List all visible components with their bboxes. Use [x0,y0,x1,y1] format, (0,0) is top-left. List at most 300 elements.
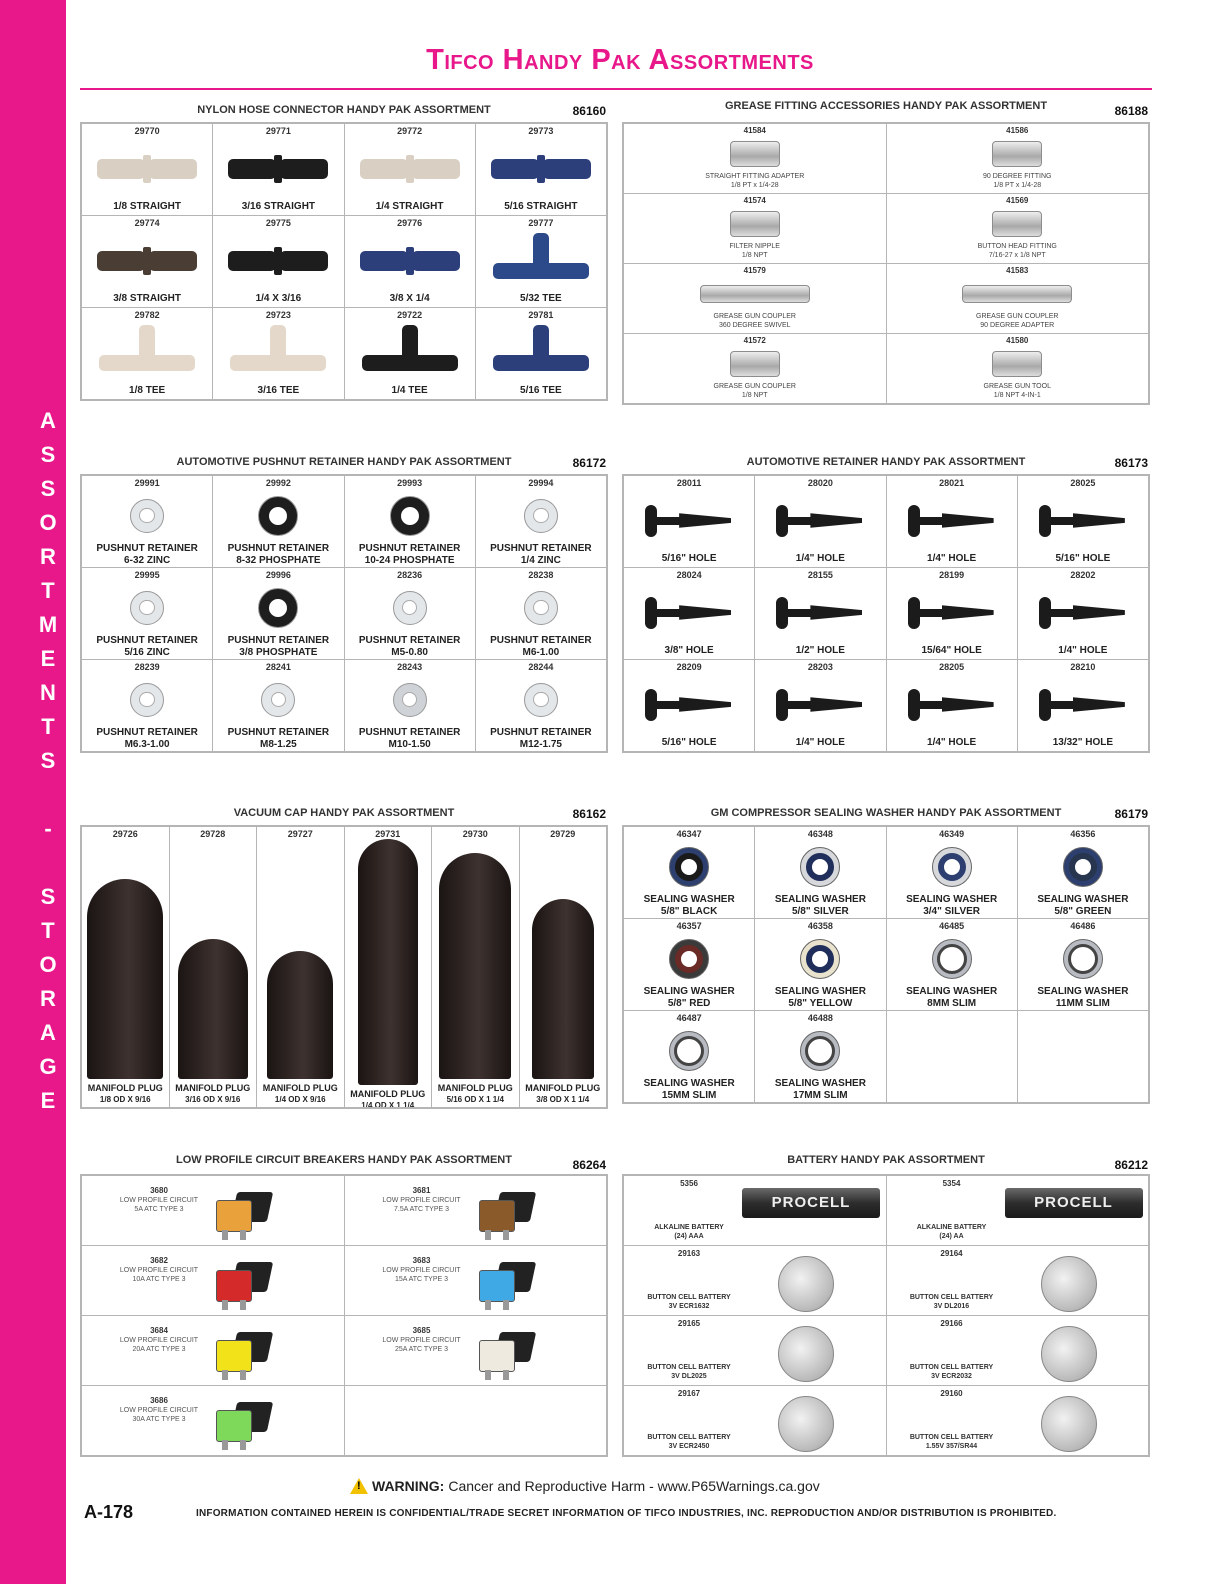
item-description: FILTER NIPPLE [729,243,780,250]
item-description [96,727,197,751]
sealing-washer-icon [800,939,840,979]
legal-notice: INFORMATION CONTAINED HEREIN IS CONFIDENTIAL/TRADE SECRET INFORMATION OF TIFCO INDUSTRIES, INC. REPRODUCTION AND/OR DISTRIBUTION IS PROHIBITED. [196,1508,1057,1519]
item-name: BUTTON CELL BATTERY [909,1364,994,1371]
sealing-washer-image [1018,931,1148,986]
straight-connector-icon [97,155,197,183]
sidebar-letter: O [39,952,57,977]
item-description: 5/16" HOLE [1055,553,1111,564]
item-description: 1/4" HOLE [927,737,977,748]
item-size: (24) AA [939,1233,964,1240]
part-number: 41583 [1006,266,1029,275]
item-size: 17MM SLIM [793,1090,848,1101]
tee-connector-icon [493,325,589,381]
sidebar-letter: N [40,680,56,705]
hose-connector-image [345,228,475,293]
sidebar-letter: O [39,510,57,535]
battery-grid [622,1174,1150,1457]
part-number: 41586 [1006,126,1029,135]
vacuum-cap-image [170,839,257,1083]
sealing-washer-cell [624,919,754,1010]
section-title: LOW PROFILE CIRCUIT BREAKERS HANDY PAK ASSORTMENT [176,1154,512,1166]
tee-connector-icon [493,233,589,289]
item-description: STRAIGHT FITTING ADAPTER [705,173,805,180]
item-size: 3/16 OD X 9/16 [185,1095,241,1104]
item-description [367,1336,477,1354]
retainer-cell [755,568,885,659]
part-number: 46349 [939,829,965,839]
item-name: SEALING WASHER [774,1078,866,1089]
item-size: 5/16 OD X 1 1/4 [446,1095,504,1104]
part-number: 29723 [265,310,291,320]
item-size: M6-1.00 [522,647,560,658]
grease-fitting-icon [992,141,1042,167]
pushnut-image [476,580,606,635]
pushnut-icon [390,496,430,536]
item-name: BUTTON CELL BATTERY [909,1294,994,1301]
grease-fitting-cell [624,194,886,263]
item-description: GREASE GUN COUPLER [976,313,1059,320]
grease-fitting-cell [624,264,886,333]
pushnut-image [213,672,343,727]
vacuum-cap-icon [439,853,511,1079]
pushnut-icon [524,591,558,625]
part-number: 28210 [1070,662,1096,672]
sidebar-letter: T [41,714,55,739]
item-name: BUTTON CELL BATTERY [647,1434,731,1441]
sealing-washer-icon [669,847,709,887]
circuit-breaker-cell [82,1246,344,1315]
item-description [359,635,460,659]
item-description [104,1196,214,1214]
battery-cell [624,1176,886,1245]
part-number: 3684 [150,1326,168,1335]
item-description: 1/2" HOLE [795,645,845,656]
item-size: 360 DEGREE SWIVEL [718,322,791,329]
section-title: AUTOMOTIVE RETAINER HANDY PAK ASSORTMENT [746,456,1026,468]
item-name: PUSHNUT RETAINER [227,635,330,646]
vacuum-cap-image [345,839,432,1089]
pushnut-cell [82,476,212,567]
item-description [96,635,197,659]
item-name: LOW PROFILE CIRCUIT [119,1407,199,1414]
battery-cell [624,1386,886,1455]
retainer-clip-icon [770,593,870,633]
hose-connector-image [476,136,606,201]
item-size: 1/4 OD X 9/16 [274,1095,326,1104]
item-size: 1.55V 357/SR44 [925,1443,978,1450]
item-name: SEALING WASHER [774,986,866,997]
item-size: 1/8 NPT [741,392,768,399]
item-name: MANIFOLD PLUG [350,1089,426,1099]
vacuum-cap-cell [82,827,169,1107]
grease-fitting-image [624,135,886,172]
battery-cell [887,1176,1149,1245]
item-name: PUSHNUT RETAINER [227,727,330,738]
tee-connector-icon [362,325,458,381]
item-description: 5/16" HOLE [661,553,717,564]
sidebar-letter: - [44,816,52,841]
pushnut-image [345,672,475,727]
item-size: 3V ECR2450 [668,1443,710,1450]
pushnut-icon [524,499,558,533]
retainer-cell [624,568,754,659]
retainer-image [887,580,1017,645]
pushnut-icon [130,591,164,625]
sealing-washer-cell [1018,827,1148,918]
item-description [906,894,997,918]
item-description: 1/4" HOLE [795,737,845,748]
circuit-breaker-icon [475,1330,545,1380]
part-number: 29730 [462,829,488,839]
hose-connector-image [345,136,475,201]
section-retainer [622,452,1150,753]
grease-grid [622,122,1150,405]
item-description: GREASE GUN COUPLER [713,313,796,320]
pushnut-image [82,580,212,635]
item-description: GREASE GUN COUPLER [713,383,796,390]
sidebar-letter: S [40,884,56,909]
item-description [644,894,735,918]
item-name: LOW PROFILE CIRCUIT [119,1337,199,1344]
part-number: 29163 [677,1249,701,1258]
grease-fitting-image [887,135,1149,172]
retainer-image [887,672,1017,737]
part-number: 28020 [807,478,833,488]
part-number: 29996 [265,570,291,580]
item-description [228,543,329,567]
part-number: 28205 [939,662,965,672]
part-number: 29993 [397,478,423,488]
grease-fitting-image [624,205,886,242]
item-name: PUSHNUT RETAINER [96,635,198,646]
item-description: 3/8 STRAIGHT [113,293,182,304]
part-number: 46348 [807,829,833,839]
pushnut-icon [258,588,298,628]
sidebar-letter: S [40,442,56,467]
retainer-clip-icon [770,501,870,541]
part-number: 29991 [134,478,160,488]
part-number: 41569 [1006,196,1029,205]
item-description [525,1083,600,1105]
sealing-washer-cell [755,1011,885,1102]
item-name: PUSHNUT RETAINER [358,543,461,554]
sealing-washer-image [887,839,1017,894]
section-battery [622,1150,1150,1457]
button-cell-icon [1041,1256,1097,1312]
warning-line [350,1478,820,1494]
sidebar-letter: G [39,1054,57,1079]
item-description: 5/32 TEE [520,293,562,304]
hose-connector-image [476,228,606,293]
item-name: SEALING WASHER [643,1078,735,1089]
vacuum-cap-cell [170,827,257,1107]
item-description [897,1363,1007,1381]
item-size: 1/4 ZINC [520,555,561,566]
part-number: 46347 [676,829,702,839]
item-name: PUSHNUT RETAINER [490,543,592,554]
warning-text: Cancer and Reproductive Harm - www.P65Warnings.ca.gov [448,1478,820,1494]
sealing-washer-cell [1018,919,1148,1010]
item-description [263,1083,338,1105]
tee-connector-icon [99,325,195,381]
part-number: 29726 [112,829,138,839]
item-name: LOW PROFILE CIRCUIT [119,1267,199,1274]
sealing-washer-cell [887,827,1017,918]
item-description [104,1336,214,1354]
item-description [104,1266,214,1284]
item-size: M5-0.80 [391,647,428,658]
item-description [634,1363,744,1381]
pushnut-image [345,580,475,635]
item-name: BUTTON CELL BATTERY [647,1364,731,1371]
item-size: 10-24 PHOSPHATE [364,555,455,566]
sidebar-letter: E [40,1088,56,1113]
straight-connector-icon [491,155,591,183]
button-cell-icon [1041,1326,1097,1382]
retainer-grid [622,474,1150,753]
part-number: 28024 [676,570,702,580]
item-size: 10A ATC TYPE 3 [132,1276,186,1283]
item-name: LOW PROFILE CIRCUIT [382,1337,461,1344]
retainer-image [1018,672,1148,737]
item-name: MANIFOLD PLUG [87,1083,163,1093]
circuit-breaker-cell [82,1176,344,1245]
hose-connector-cell [213,308,343,399]
section-pushnut [80,452,608,753]
item-description: 3/8" HOLE [664,645,714,656]
item-size: 3V DL2025 [671,1373,707,1380]
item-description: 15/64" HOLE [921,645,982,656]
sidebar [0,0,66,1584]
sealing-washer-icon [932,847,972,887]
sealing-washer-cell [624,827,754,918]
retainer-image [1018,580,1148,645]
vacuum-cap-icon [267,951,333,1079]
pushnut-cell [476,568,606,659]
section-number: 86173 [1114,456,1148,470]
part-number: 29772 [397,126,423,136]
item-description: 5/16" HOLE [661,737,717,748]
hose-connector-image [82,228,212,293]
part-number: 29995 [134,570,160,580]
part-number: 28238 [528,570,554,580]
retainer-cell [887,476,1017,567]
part-number: 29729 [550,829,576,839]
pushnut-image [345,488,475,543]
nylon-grid [80,122,608,401]
item-name: BUTTON CELL BATTERY [647,1294,731,1301]
pushnut-cell [213,476,343,567]
item-size: 1/8 NPT 4-IN-1 [993,392,1041,399]
empty-cell [345,1386,607,1455]
warning-icon [350,1478,368,1494]
retainer-cell [624,476,754,567]
item-name: MANIFOLD PLUG [175,1083,251,1093]
sealing-washer-icon [800,847,840,887]
item-name: PUSHNUT RETAINER [227,543,330,554]
item-description: 1/4" HOLE [1058,645,1108,656]
sealing-washer-cell [887,919,1017,1010]
vacuum-cap-icon [178,939,248,1079]
hose-connector-image [82,136,212,201]
item-name: PUSHNUT RETAINER [490,727,592,738]
item-size: 7.5A ATC TYPE 3 [394,1206,449,1213]
part-number: 29777 [528,218,554,228]
part-number: 29160 [940,1389,963,1398]
pushnut-icon [130,499,164,533]
pushnut-icon [393,591,427,625]
retainer-image [1018,488,1148,553]
item-name: MANIFOLD PLUG [262,1083,338,1093]
part-number: 29776 [397,218,423,228]
part-number: 3680 [150,1186,168,1195]
section-nylon [80,100,608,401]
hose-connector-cell [213,124,343,215]
item-size: 1/4 OD X 1 1/4 [361,1101,415,1107]
retainer-clip-icon [639,501,739,541]
part-number: 3685 [412,1326,431,1335]
part-number: 29731 [375,829,401,839]
grease-fitting-cell [624,334,886,403]
button-cell-icon [778,1396,834,1452]
item-size: 5/8" GREEN [1054,906,1112,917]
item-size: 1/8 NPT [741,252,768,259]
item-description [490,727,591,751]
sidebar-letter: E [40,646,56,671]
grease-fitting-icon [962,285,1072,303]
retainer-image [887,488,1017,553]
item-name: MANIFOLD PLUG [437,1083,513,1093]
sealing-washer-icon [669,939,709,979]
retainer-cell [624,660,754,751]
battery-cell [624,1316,886,1385]
sidebar-letter [45,846,51,880]
retainer-image [624,488,754,553]
item-description: 3/16 STRAIGHT [241,201,316,212]
vacuum-cap-cell [432,827,519,1107]
part-number: 5356 [680,1179,698,1188]
part-number: 29775 [265,218,291,228]
item-description [634,1223,744,1241]
item-size: 3V ECR1632 [668,1303,710,1310]
item-size: 1/8 PT x 1/4-28 [730,182,779,189]
section-title: GM COMPRESSOR SEALING WASHER HANDY PAK ASSORTMENT [710,807,1062,819]
item-description [367,1266,477,1284]
item-size: 15A ATC TYPE 3 [394,1276,449,1283]
item-description: 1/4 STRAIGHT [375,201,444,212]
sidebar-letter: A [40,1020,56,1045]
breaker-grid [80,1174,608,1457]
item-name: SEALING WASHER [906,986,998,997]
circuit-breaker-icon [212,1330,282,1380]
circuit-breaker-icon [212,1190,282,1240]
grease-fitting-cell [887,334,1149,403]
item-description: GREASE GUN TOOL [983,383,1051,390]
part-number: 29722 [397,310,423,320]
item-name: PUSHNUT RETAINER [490,635,592,646]
item-description [775,1078,866,1102]
pushnut-cell [213,660,343,751]
straight-connector-icon [360,247,460,275]
sealing-washer-image [887,931,1017,986]
item-description [96,543,197,567]
part-number: 28199 [939,570,965,580]
part-number: 41572 [743,336,766,345]
vacuum-grid [80,825,608,1109]
pushnut-cell [345,568,475,659]
battery-cell [887,1246,1149,1315]
warning-label: WARNING: [372,1478,445,1494]
section-grease [622,96,1150,405]
sealing-washer-icon [932,939,972,979]
retainer-cell [1018,568,1148,659]
item-description [897,1433,1007,1451]
item-size: 5/8" BLACK [660,906,718,917]
circuit-breaker-cell [345,1316,607,1385]
grease-fitting-cell [887,124,1149,193]
item-description: 3/16 TEE [257,385,300,396]
part-number: 29728 [200,829,226,839]
part-number: 3686 [150,1396,168,1405]
item-size: 11MM SLIM [1055,998,1110,1009]
part-number: 28025 [1070,478,1096,488]
grease-fitting-image [887,275,1149,312]
vacuum-cap-cell [257,827,344,1107]
pushnut-grid [80,474,608,753]
straight-connector-icon [360,155,460,183]
vacuum-cap-icon [532,899,594,1079]
item-description [175,1083,250,1105]
empty-cell [1018,1011,1148,1102]
item-description [359,727,460,751]
retainer-cell [755,660,885,751]
retainer-cell [1018,476,1148,567]
circuit-breaker-icon [475,1190,545,1240]
vacuum-cap-icon [87,879,163,1079]
item-description: 1/8 TEE [129,385,166,396]
part-number: 28239 [134,662,160,672]
hose-connector-cell [476,308,606,399]
item-size: 20A ATC TYPE 3 [132,1346,186,1353]
sealing-washer-icon [669,1031,709,1071]
vacuum-cap-cell [345,827,432,1107]
item-description [897,1223,1007,1241]
item-size: 5A ATC TYPE 3 [134,1206,184,1213]
hose-connector-cell [213,216,343,307]
item-name: SEALING WASHER [906,894,998,905]
pushnut-icon [261,683,295,717]
item-description [350,1089,425,1107]
item-name: ALKALINE BATTERY [654,1224,724,1231]
retainer-image [624,672,754,737]
part-number: 5354 [942,1179,961,1188]
sealing-washer-icon [1063,939,1103,979]
straight-connector-icon [228,155,328,183]
grease-fitting-icon [992,351,1042,377]
part-number: 3682 [150,1256,168,1265]
part-number: 28021 [939,478,965,488]
straight-connector-icon [228,247,328,275]
part-number: 46486 [1070,921,1096,931]
item-description: BUTTON HEAD FITTING [977,243,1057,250]
sealing-washer-image [624,1023,754,1078]
item-name: SEALING WASHER [1037,986,1129,997]
item-description [644,986,735,1010]
pushnut-cell [476,660,606,751]
hose-connector-cell [345,308,475,399]
part-number: 41584 [743,126,766,135]
grease-fitting-cell [887,264,1149,333]
